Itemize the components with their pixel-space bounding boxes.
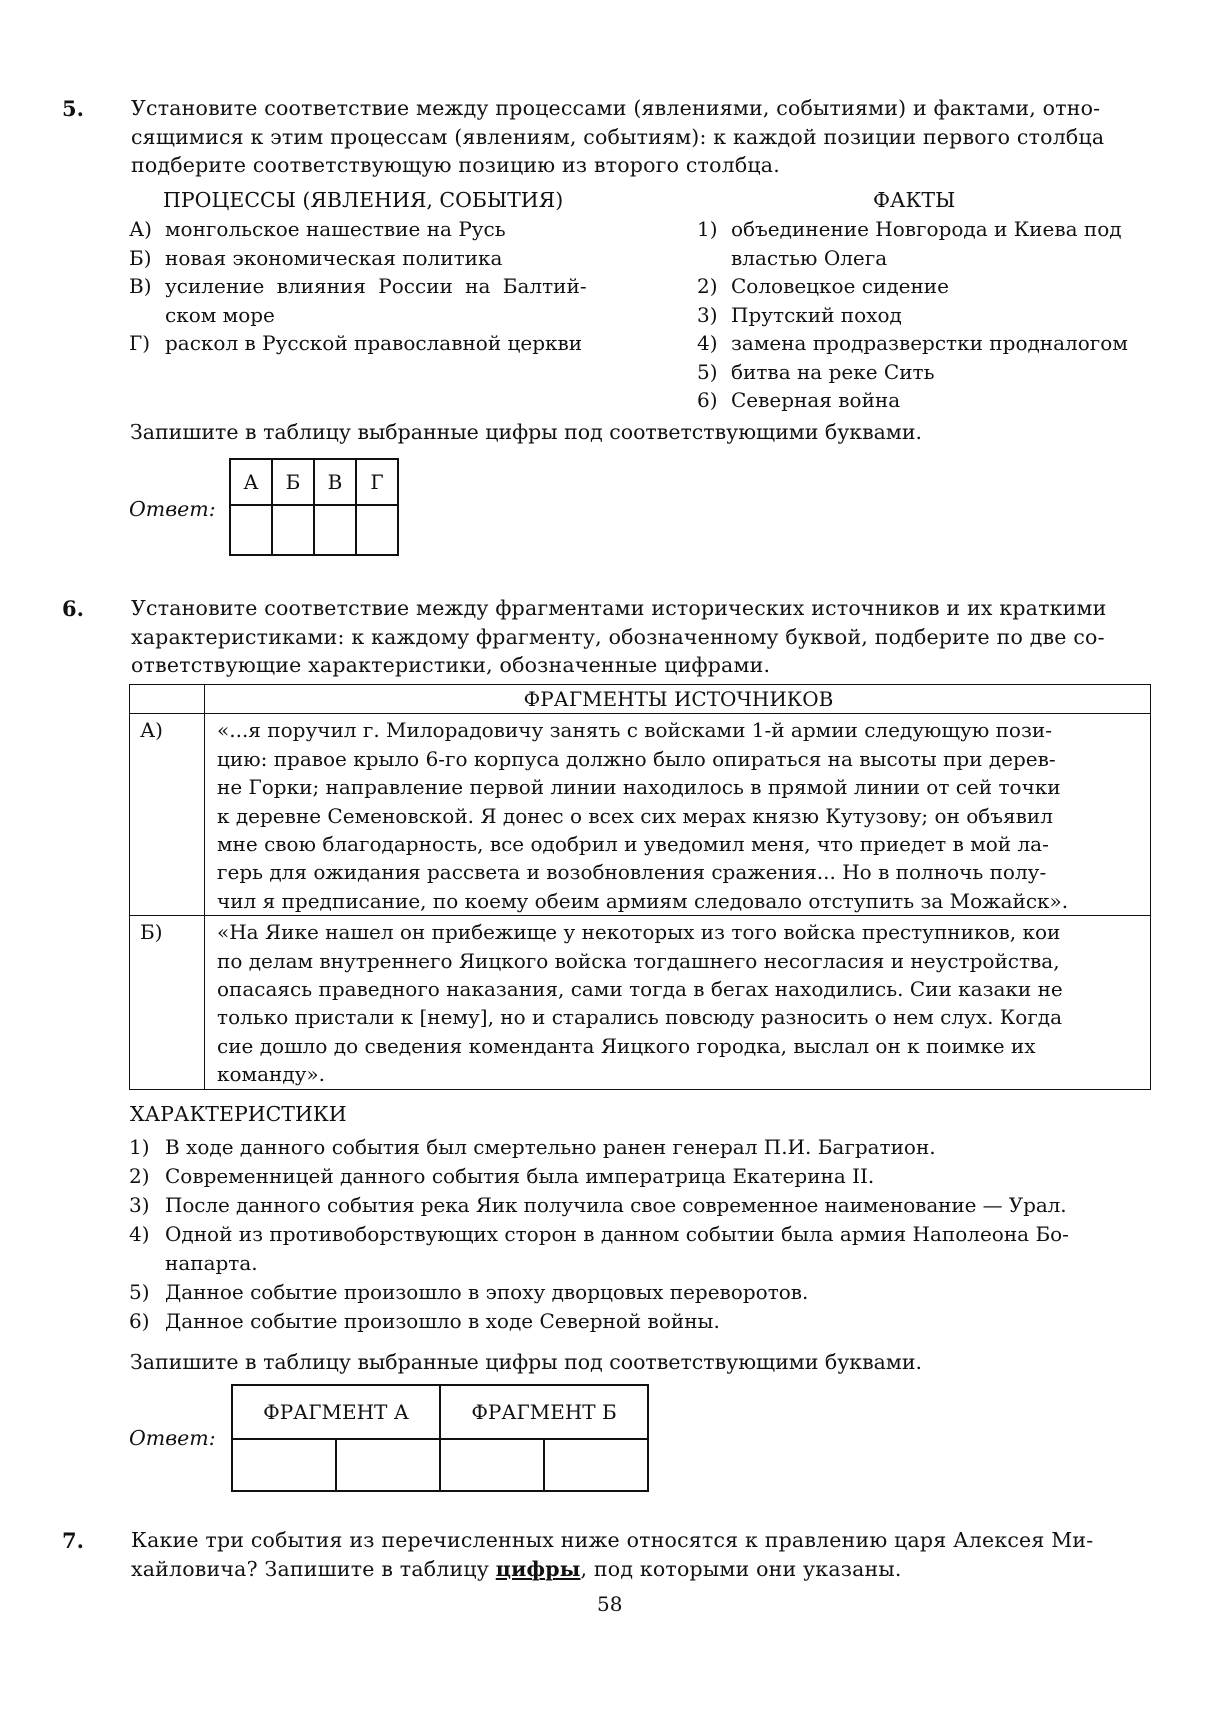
fragment-text: «На Яике нашел он прибежище у некоторых из того войска преступников, кои по делам внутреннего Яицкого войска тогдашнего несогласия и неустройства, опасаясь праведного наказания, сами тогда в бегах находились. Сии казаки не только пристали к [нему], но и старались повсюду разносить о нем слух. Когда сие дошло до сведения коменданта Яицкого городка, выслал он к поимке их команду». xyxy=(205,916,1151,1089)
table-row xyxy=(130,714,1151,916)
task6-answer-label: Ответ: xyxy=(129,1426,216,1450)
task5-number: 5. xyxy=(62,96,84,121)
sources-table-header: ФРАГМЕНТЫ ИСТОЧНИКОВ xyxy=(205,685,1151,714)
answer-cell[interactable] xyxy=(230,505,272,555)
task5-intro-line: Установите соответствие между процессами (явлениями, событиями) и фактами, отно- xyxy=(131,96,1101,120)
task5-intro-line: сящимися к этим процессам (явлениям, событиям): к каждой позиции первого столбца xyxy=(131,124,1105,149)
task6-intro-line: Установите соответствие между фрагментами исторических источников и их краткими xyxy=(131,596,1107,620)
task6-intro xyxy=(131,594,1153,680)
fragment-text: «...я поручил г. Милорадовичу занять с войсками 1-й армии следующую пози- цию: правое крыло 6-го корпуса должно было опираться на высоты при дерев- не Горки; направление первой линии находилось в прямой линии от сей точки к деревне Семеновской. Я донес о всех сих мерах князю Кутузову; он объявил мне свою благодарность, все одобрил и уведомил меня, что приедет в мой ла- герь для ожидания рассвета и возобновления сражения... Но в полночь полу- чил я предписание, по коему обеим армиям следовало отступить за Можайск». xyxy=(205,714,1151,916)
task5-intro xyxy=(131,94,1153,180)
task6-intro-line: характеристиками: к каждому фрагменту, обозначенному буквой, подберите по две со- xyxy=(131,624,1105,649)
list-item: 3) Прутский поход xyxy=(697,302,902,327)
task5-intro-line: подберите соответствующую позицию из второго столбца. xyxy=(131,153,780,177)
answer-header-cell: А xyxy=(230,459,272,505)
sources-table xyxy=(129,684,1151,1090)
list-item-continuation: напарта. xyxy=(165,1251,258,1275)
fragment-key: Б) xyxy=(130,916,205,1089)
list-item: Г) раскол в Русской православной церкви xyxy=(129,331,583,355)
task7-number: 7. xyxy=(62,1528,84,1553)
fragment-key: А) xyxy=(130,714,205,916)
list-item: 6) Данное событие произошло в ходе Северной войны. xyxy=(129,1309,720,1333)
answer-header-cell: Г xyxy=(356,459,398,505)
list-item: 1) В ходе данного события был смертельно ранен генерал П.И. Багратион. xyxy=(129,1135,936,1159)
characteristics-header: ХАРАКТЕРИСТИКИ xyxy=(130,1102,347,1126)
answer-cell[interactable] xyxy=(232,1439,336,1491)
list-item: 6) Северная война xyxy=(697,388,901,412)
task5-answer-label: Ответ: xyxy=(129,497,216,521)
list-item: 2) Современницей данного события была императрица Екатерина II. xyxy=(129,1164,875,1188)
list-item: 2) Соловецкое сидение xyxy=(697,274,949,298)
task5-facts-list xyxy=(697,215,1157,415)
answer-header-cell: Б xyxy=(272,459,314,505)
task6-instruction: Запишите в таблицу выбранные цифры под соответствующими буквами. xyxy=(130,1350,923,1374)
answer-cell[interactable] xyxy=(314,505,356,555)
answer-cell[interactable] xyxy=(356,505,398,555)
table-row xyxy=(130,916,1151,1089)
list-item: А) монгольское нашествие на Русь xyxy=(129,217,506,241)
answer-cell[interactable] xyxy=(440,1439,544,1491)
answer-cell[interactable] xyxy=(544,1439,648,1491)
list-item: 1) объединение Новгорода и Киева под xyxy=(697,217,1122,241)
list-item: В) усиление влияния России на Балтий- xyxy=(129,274,587,298)
task5-instruction: Запишите в таблицу выбранные цифры под соответствующими буквами. xyxy=(130,420,923,444)
answer-header-cell: ФРАГМЕНТ Б xyxy=(440,1385,648,1439)
page-number: 58 xyxy=(597,1592,623,1616)
characteristics-list xyxy=(129,1133,1159,1336)
task5-answer-table xyxy=(229,458,399,556)
answer-cell[interactable] xyxy=(336,1439,440,1491)
list-item: 5) битва на реке Сить xyxy=(697,359,935,384)
answer-header-cell: ФРАГМЕНТ А xyxy=(232,1385,440,1439)
task5-processes-header: ПРОЦЕССЫ (ЯВЛЕНИЯ, СОБЫТИЯ) xyxy=(163,188,564,212)
emphasis-digits: цифры xyxy=(495,1556,581,1581)
task7-line: хайловича? Запишите в таблицу цифры, под которыми они указаны. xyxy=(131,1556,902,1581)
list-item: Б) новая экономическая политика xyxy=(129,245,503,270)
task7-line: Какие три события из перечисленных ниже относятся к правлению царя Алексея Ми- xyxy=(131,1528,1094,1552)
task5-facts-header: ФАКТЫ xyxy=(873,188,956,212)
list-item: 3) После данного события река Яик получила свое современное наименование — Урал. xyxy=(129,1193,1067,1217)
list-item: 4) Одной из противоборствующих сторон в данном событии была армия Наполеона Бо- xyxy=(129,1222,1069,1246)
list-item-continuation: властью Олега xyxy=(731,245,888,270)
list-item-continuation: ском море xyxy=(165,302,275,327)
answer-header-cell: В xyxy=(314,459,356,505)
task6-answer-table xyxy=(231,1384,649,1492)
task5-processes-list xyxy=(129,215,639,358)
task6-intro-line: ответствующие характеристики, обозначенные цифрами. xyxy=(131,653,771,677)
list-item: 5) Данное событие произошло в эпоху дворцовых переворотов. xyxy=(129,1280,809,1304)
list-item: 4) замена продразверстки продналогом xyxy=(697,331,1128,355)
task7-question xyxy=(131,1526,1153,1583)
task6-number: 6. xyxy=(62,596,84,621)
answer-cell[interactable] xyxy=(272,505,314,555)
